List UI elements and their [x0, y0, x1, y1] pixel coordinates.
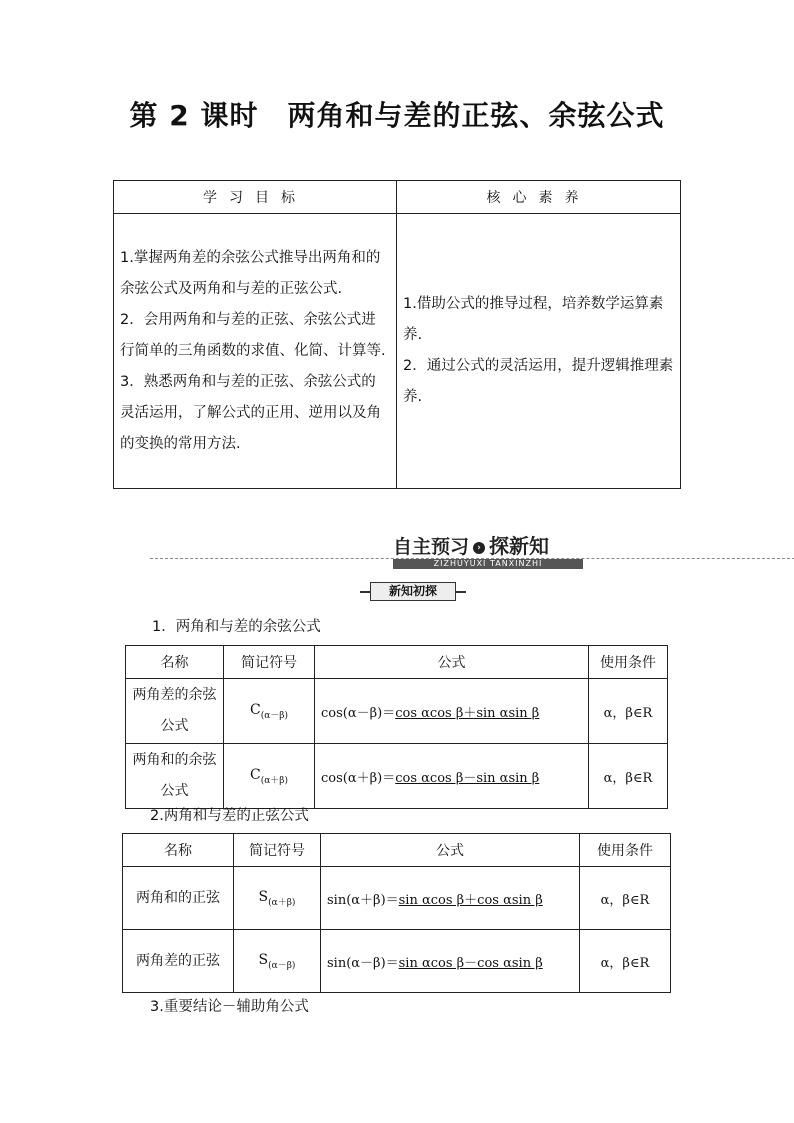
tag-line-left — [360, 591, 370, 593]
formula-condition: α，β∈R — [589, 679, 668, 744]
table-row — [126, 744, 668, 809]
formula-name: 两角和的正弦 — [123, 867, 234, 930]
formula-answer: cos αcos β－sin αsin β — [395, 770, 540, 786]
formula-answer: sin αcos β－cos αsin β — [398, 955, 543, 971]
core-literacy-content: 1.借助公式的推导过程，培养数学运算素养. 2．通过公式的灵活运用，提升逻辑推理素养. — [403, 296, 674, 405]
subsection-tag-label: 新知初探 — [370, 582, 456, 601]
banner-text-main: 自主预习 — [393, 536, 470, 558]
formula-expression: cos(α－β)＝cos αcos β＋sin αsin β — [315, 679, 589, 744]
cos-formula-table — [125, 645, 668, 809]
goals-header-left: 学习目标 — [114, 181, 397, 214]
chevron-right-icon: › — [473, 542, 485, 554]
col-header-name: 名称 — [123, 834, 234, 867]
banner-pinyin: ZIZHUYUXI TANXINZHI — [393, 559, 583, 569]
core-literacy-text — [397, 214, 681, 489]
banner-title — [393, 530, 583, 558]
goals-table — [113, 180, 681, 489]
formula-expression: sin(α＋β)＝sin αcos β＋cos αsin β — [321, 867, 580, 930]
subsection-tag — [360, 582, 466, 600]
col-header-formula: 公式 — [315, 646, 589, 679]
formula-symbol: $C_{(\alpha+\beta)}$ — [224, 744, 315, 809]
col-header-condition: 使用条件 — [589, 646, 668, 679]
formula-expression: sin(α－β)＝sin αcos β－cos αsin β — [321, 930, 580, 993]
learning-goals-text — [114, 214, 397, 489]
col-header-name: 名称 — [126, 646, 224, 679]
formula-condition: α，β∈R — [580, 930, 671, 993]
section-banner — [150, 530, 794, 570]
tag-line-right — [456, 591, 466, 593]
formula-answer: cos αcos β＋sin αsin β — [395, 705, 540, 721]
formula-answer: sin αcos β＋cos αsin β — [398, 892, 543, 908]
col-header-symbol: 简记符号 — [234, 834, 321, 867]
table-row — [123, 867, 671, 930]
col-header-symbol: 简记符号 — [224, 646, 315, 679]
formula-symbol: $C_{(\alpha-\beta)}$ — [224, 679, 315, 744]
sin-formula-table — [122, 833, 671, 993]
table-row — [126, 679, 668, 744]
col-header-condition: 使用条件 — [580, 834, 671, 867]
heading-sin-formulas: 2.两角和与差的正弦公式 — [150, 808, 309, 824]
heading-cos-formulas: 1．两角和与差的余弦公式 — [152, 619, 321, 635]
col-header-formula: 公式 — [321, 834, 580, 867]
learning-goals-content: 1.掌握两角差的余弦公式推导出两角和的余弦公式及两角和与差的正弦公式. 2．会用两角和与差的正弦、余弦公式进行简单的三角函数的求值、化简、计算等. 3．熟悉两角和与差的正弦、余弦公式的灵活运用，了解公式的正用、逆用以及角的变换的常用方法. — [120, 249, 386, 452]
formula-condition: α，β∈R — [580, 867, 671, 930]
table-row — [123, 930, 671, 993]
formula-expression: cos(α＋β)＝cos αcos β－sin αsin β — [315, 744, 589, 809]
heading-auxiliary-angle: 3.重要结论－辅助角公式 — [150, 999, 309, 1015]
formula-symbol: $S_{(\alpha-\beta)}$ — [234, 930, 321, 993]
page-title: 第 2 课时 两角和与差的正弦、余弦公式 — [129, 99, 665, 132]
formula-name: 两角差的余弦公式 — [126, 679, 224, 744]
formula-symbol: $S_{(\alpha+\beta)}$ — [234, 867, 321, 930]
formula-name: 两角和的余弦公式 — [126, 744, 224, 809]
banner-text-bold: 探新知 — [489, 534, 550, 558]
formula-name: 两角差的正弦 — [123, 930, 234, 993]
goals-header-right: 核心素养 — [397, 181, 681, 214]
formula-condition: α，β∈R — [589, 744, 668, 809]
